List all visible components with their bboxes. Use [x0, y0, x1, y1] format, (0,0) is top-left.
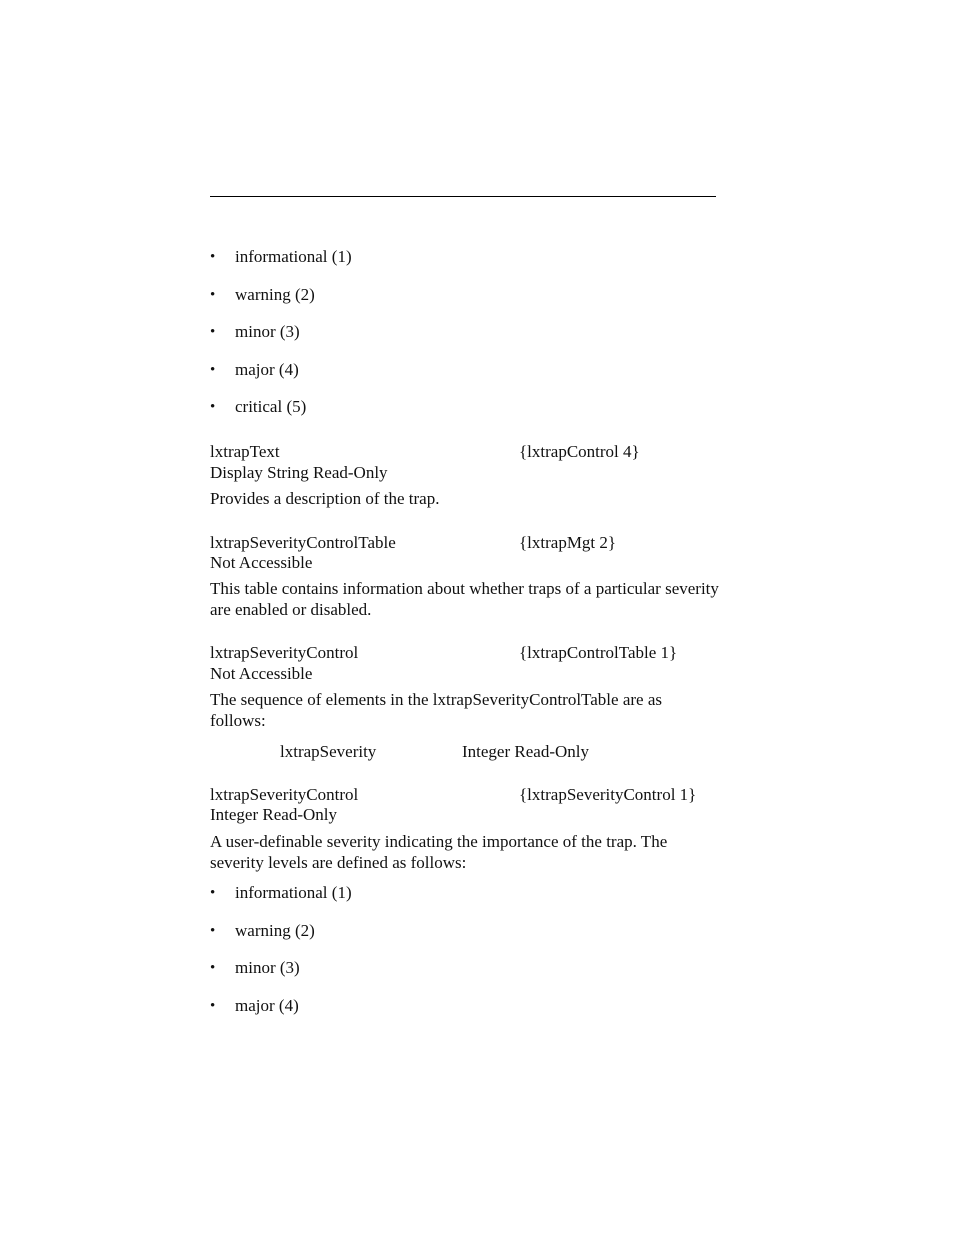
list-item: minor (3): [235, 322, 300, 341]
list-item: critical (5): [235, 397, 307, 416]
entry-syntax: Integer Read-Only: [210, 805, 337, 824]
entry-name: lxtrapText: [210, 442, 280, 461]
sequence-element: lxtrapSeverity: [280, 742, 377, 761]
entry-name: lxtrapSeverityControlTable: [210, 533, 396, 552]
entry-oid: {lxtrapSeverityControl 1}: [519, 785, 697, 804]
header-rule: [210, 196, 716, 197]
entry-name: lxtrapSeverityControl: [210, 785, 359, 804]
entry-oid: {lxtrapMgt 2}: [519, 533, 617, 552]
bullet-icon: •: [210, 960, 216, 976]
bullet-icon: •: [210, 923, 216, 939]
bullet-icon: •: [210, 324, 216, 340]
list-item: warning (2): [235, 285, 315, 304]
entry-syntax: Display String Read-Only: [210, 463, 388, 482]
entry-syntax: Not Accessible: [210, 553, 313, 572]
entry-syntax: Not Accessible: [210, 664, 313, 683]
entry-description: The sequence of elements in the lxtrapSeverityControlTable are as follows:: [210, 690, 662, 730]
list-item: major (4): [235, 360, 299, 379]
bullet-icon: •: [210, 362, 216, 378]
bullet-icon: •: [210, 399, 216, 415]
entry-oid: {lxtrapControl 4}: [519, 442, 640, 461]
list-item: warning (2): [235, 921, 315, 940]
entry-description: A user-definable severity indicating the importance of the trap. The severity levels are defined as follows:: [210, 832, 668, 872]
entry-oid: {lxtrapControlTable 1}: [519, 643, 678, 662]
bullet-icon: •: [210, 885, 216, 901]
bullet-icon: •: [210, 998, 216, 1014]
list-item: minor (3): [235, 958, 300, 977]
entry-name: lxtrapSeverityControl: [210, 643, 359, 662]
bullet-icon: •: [210, 287, 216, 303]
entry-description: This table contains information about whether traps of a particular severity are enabled or disabled.: [210, 579, 719, 619]
entry-description: Provides a description of the trap.: [210, 489, 440, 508]
bullet-icon: •: [210, 249, 216, 265]
list-item: informational (1): [235, 247, 352, 266]
list-item: informational (1): [235, 883, 352, 902]
list-item: major (4): [235, 996, 299, 1015]
sequence-type: Integer Read-Only: [462, 742, 589, 761]
